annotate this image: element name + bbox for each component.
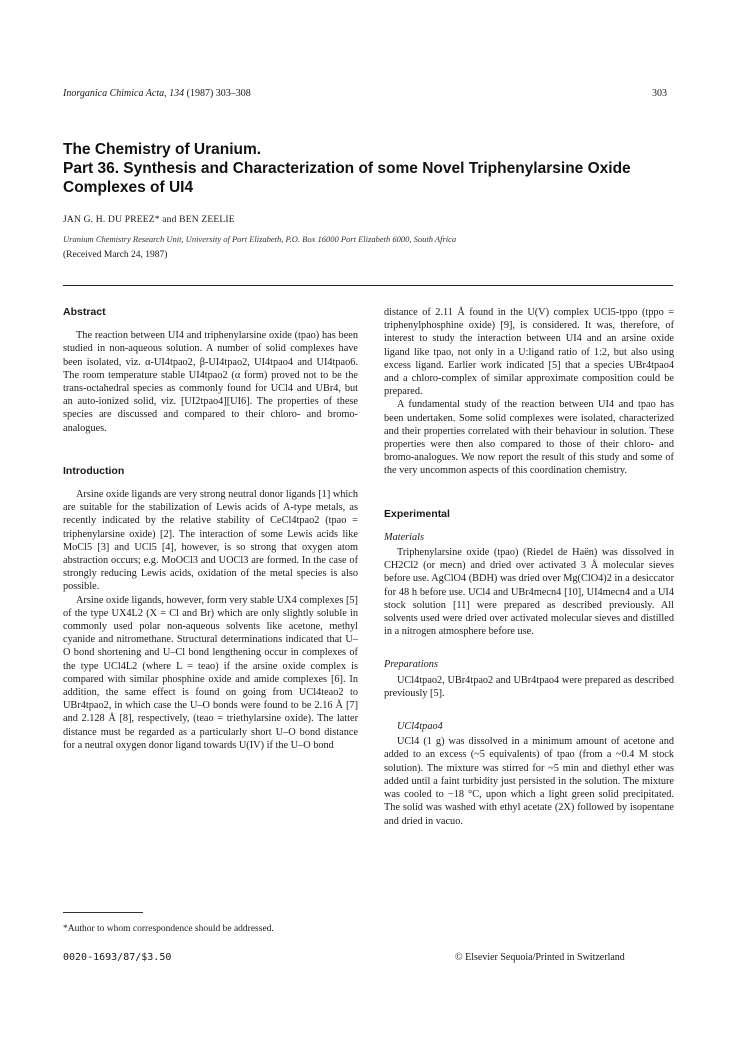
intro-paragraph-1: Arsine oxide ligands are very strong neutral donor ligands [1] which are suitable for the stabilization of Lewis acids of A-type metals, as recently indicated by the relative stability of CeCl4tpao2 (tpao = triphenylarsine oxide) [2]. The interaction of some Lewis acids like MoCl5 [3] and UCl5 [4], however, is so strong that oxygen atom abstraction occurs; e.g. MoOCl3 and UOCl3 are formed. In the case of strongly reducing Lewis acids, oxidation of the metal species is also possible. <box>63 489 358 593</box>
footnote: *Author to whom correspondence should be addressed. <box>63 924 274 934</box>
page-number: 303 <box>652 88 667 99</box>
title-line-3: Complexes of UI4 <box>63 179 194 196</box>
intro-paragraph-4: A fundamental study of the reaction between UI4 and tpao has been undertaken. Some solid complexes were isolated, characterized and their properties correlated with their behaviour in solution. These properties were then also compared to those of their chloro- and bromo-analogues. We now report the result of this study and some of the very uncommon aspects of this coordination chemistry. <box>384 399 674 477</box>
affiliation: Uranium Chemistry Research Unit, University of Port Elizabeth, P.O. Box 16000 Port Elizabeth 6000, South Africa <box>63 234 457 244</box>
materials-text: Triphenylarsine oxide (tpao) (Riedel de Haën) was dissolved in CH2Cl2 (or mecn) and dried over activated 3 Å molecular sieves before use. AgClO4 (BDH) was dried over Mg(ClO4)2 in a desiccator for 48 h before use. UCl4 and UBr4mecn4 [10], UI4mecn4 and a UI4 stock solution [11] were prepared as described previously. All solvents used were dried over activated molecular sieves and distilled in a nitrogen atmosphere before use. <box>384 547 674 638</box>
article-title <box>63 140 703 197</box>
ucl4tpao4-text: UCl4 (1 g) was dissolved in a minimum amount of acetone and added to an excess (~5 equivalents) of tpao (from a ~0.4 M stock solution). The mixture was stirred for ~5 min and diethyl ether was added until a faint turbidity just persisted in the solution. The mixture was cooled to −18 °C, upon which a light green solid precipitated. The solid was washed with ethyl acetate (2X) followed by isopentane and dried in vacuo. <box>384 736 674 827</box>
title-line-1: The Chemistry of Uranium. <box>63 141 262 158</box>
journal-year-pages: (1987) 303–308 <box>186 88 251 99</box>
publisher-line: © Elsevier Sequoia/Printed in Switzerland <box>455 952 625 963</box>
running-header-citation <box>63 88 251 99</box>
abstract-text: The reaction between UI4 and triphenylarsine oxide (tpao) has been studied in non-aqueous solution. A number of solid complexes have been isolated, viz. α-UI4tpao2, β-UI4tpao2, UI4tpao4 and UI4tpao6. The room temperature stable UI4tpao2 (α form) proved not to be the trans-octahedral species as commonly found for UCl4 and UBr4, but an auto-ionized solid, viz. [UI2tpao4][UI6]. The properties of these species are discussed and compared to their chloro- and bromo-analogues. <box>63 330 358 434</box>
preparations-heading: Preparations <box>384 659 438 671</box>
article-code: 0020-1693/87/$3.50 <box>63 952 172 963</box>
title-line-2: Part 36. Synthesis and Characterization of some Novel Triphenylarsine Oxide <box>63 160 631 177</box>
materials-heading: Materials <box>384 531 425 543</box>
authors: JAN G. H. DU PREEZ* and BEN ZEELIE <box>63 215 235 225</box>
introduction-heading: Introduction <box>63 464 125 477</box>
intro-paragraph-2: Arsine oxide ligands, however, form very stable UX4 complexes [5] of the type UX4L2 (X = Cl and Br) which are only slightly soluble in commonly used polar non-aqueous solvents like acetone, methyl cyanide and nitromethane. Structural determinations indicated that U–O bond shortening and U–Cl bond lengthening occur in complexes of the type UCl4L2 (where L = teao) if the arsine oxide complex is compared with similar phosphine oxide and amide complexes [6]. In addition, the same effect is found on going from UCl4teao2 to UBr4tpao2, in which case the U–O bonds were found to be 2.16 Å [7] and 2.128 Å [8], respectively, (teao = triethylarsine oxide). The latter distance must be regarded as a particularly short U–O bond distance for a neutral oxygen donor ligand towards U(IV) if the U–O bond <box>63 594 358 751</box>
experimental-heading: Experimental <box>384 507 450 520</box>
preparations-text: UCl4tpao2, UBr4tpao2 and UBr4tpao4 were prepared as described previously [5]. <box>384 674 674 699</box>
received-date: (Received March 24, 1987) <box>63 250 168 260</box>
header-divider <box>63 285 673 286</box>
left-column <box>63 306 358 752</box>
journal-name: Inorganica Chimica Acta, <box>63 88 167 99</box>
abstract-heading: Abstract <box>63 306 106 318</box>
intro-paragraph-3: distance of 2.11 Å found in the U(V) complex UCl5-tppo (tppo = triphenylphosphine oxide) [9], is considered. It was, therefore, of interest to study the interaction between UI4 and an arsine oxide ligand like tpao, not only in a U:ligand ratio of 1:2, but also using excess ligand. Earlier work indicated [5] that a species UBr4tpao4 and a chloro-complex of similar approximate composition could be prepared. <box>384 307 674 398</box>
footnote-divider <box>63 912 143 913</box>
ucl4tpao4-heading: UCl4tpao4 <box>397 721 443 733</box>
journal-volume: 134 <box>169 88 185 99</box>
right-column <box>384 306 674 828</box>
